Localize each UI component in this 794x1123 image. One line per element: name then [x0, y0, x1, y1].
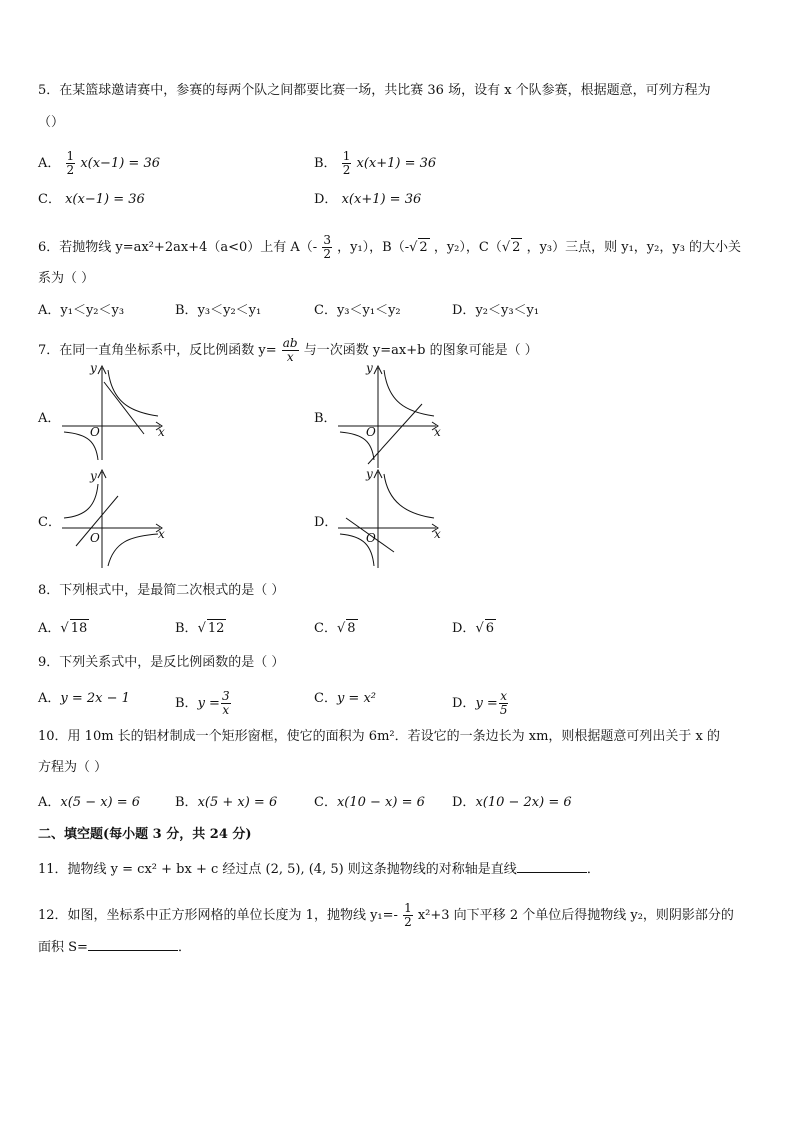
q6-stem-b: ，y₁），B（- [337, 240, 410, 255]
q9-option-a[interactable]: A．y = 2x − 1 [38, 691, 130, 706]
option-label: D． [314, 192, 338, 207]
q7-graph-b[interactable] [336, 362, 446, 472]
q11-stem: 11．抛物线 y = cx² + bx + c 经过点 (2, 5), (4, 5) 则这条抛物线的对称轴是直线 ． [38, 858, 600, 879]
q7-option-b-label[interactable]: B． [314, 411, 337, 426]
q8-stem: 8．下列根式中，是最简二次根式的是（ ） [38, 583, 285, 598]
q6-option-b[interactable]: B．y₃＜y₂＜y₁ [175, 303, 262, 318]
axis-y-label: y [90, 469, 97, 483]
q11-stem-text: 11．抛物线 y = cx² + bx + c 经过点 (2, 5), (4, 5) 则这条抛物线的对称轴是直线 [38, 862, 517, 877]
q6-stem-c: ，y₂），C（ [433, 240, 502, 255]
q6-stem-a: 6．若抛物线 y=ax²+2ax+4（a<0）上有 A（- [38, 240, 318, 255]
axis-y-label: y [366, 467, 373, 481]
answer-blank[interactable] [517, 858, 587, 873]
axis-x-label: x [434, 425, 441, 439]
q10-option-c[interactable]: C．x(10 − x) = 6 [314, 795, 425, 810]
q7-stem-a: 7．在同一直角坐标系中，反比例函数 y= [38, 343, 277, 358]
q7-option-d-label[interactable]: D． [314, 515, 338, 530]
q7-stem [38, 337, 538, 364]
hyperbola-branch [108, 534, 158, 566]
axis-x-label: x [434, 527, 441, 541]
q12-stem-b: x²+3 向下平移 2 个单位后得抛物线 y₂，则阴影部分的 [417, 908, 734, 923]
option-expr: x(x+1) = 36 [356, 156, 437, 171]
axis-x-label: x [158, 425, 165, 439]
option-expr: x(x−1) = 36 [65, 192, 145, 207]
fraction: $\frac{ab}{x}$ [282, 336, 298, 364]
q7-graph-a[interactable] [60, 362, 170, 462]
origin-label: O [90, 425, 100, 439]
q7-option-c-label[interactable]: C． [38, 515, 61, 530]
q10-option-d[interactable]: D．x(10 − 2x) = 6 [452, 795, 572, 810]
origin-label: O [366, 425, 376, 439]
q9-stem: 9．下列关系式中，是反比例函数的是（ ） [38, 655, 285, 670]
q10-option-b[interactable]: B．x(5 + x) = 6 [175, 795, 278, 810]
linear-function-line [368, 404, 422, 464]
hyperbola-branch [384, 370, 434, 416]
q7-graph-d[interactable] [336, 466, 446, 570]
q9-option-c[interactable]: C．y = x² [314, 691, 376, 706]
option-expr: x(x+1) = 36 [341, 192, 422, 207]
fraction: $\frac{1}{2}$ [404, 901, 412, 929]
q8-option-d[interactable]: D．√ 6 [452, 621, 495, 636]
q12-stem-a: 12．如图，坐标系中正方形网格的单位长度为 1，抛物线 y₁=- [38, 908, 398, 923]
q8-option-c[interactable]: C．√ 8 [314, 621, 356, 636]
q6-option-c[interactable]: C．y₃＜y₁＜y₂ [314, 303, 401, 318]
hyperbola-branch [384, 474, 434, 518]
q12-stem-cont: 面积 S= ． [38, 936, 191, 957]
q5-option-a[interactable] [38, 150, 160, 177]
q6-stem-d: ，y₃）三点，则 y₁，y₂，y₃ 的大小关 [526, 240, 742, 255]
axis-x-label: x [158, 527, 165, 541]
q6-option-a[interactable]: A．y₁＜y₂＜y₃ [38, 303, 125, 318]
q10-stem-cont: 方程为（ ） [38, 760, 108, 775]
hyperbola-branch [108, 370, 158, 416]
option-expr: x(x−1) = 36 [80, 156, 160, 171]
q5-stem: 5．在某篮球邀请赛中，参赛的每两个队之间都要比赛一场，共比赛 36 场，设有 x 个队参赛，根据题意，可列方程为 [38, 83, 711, 98]
sqrt: 2 [419, 240, 428, 255]
option-label: B． [314, 156, 337, 171]
q10-stem: 10．用 10m 长的铝材制成一个矩形窗框，使它的面积为 6m²．若设它的一条边长为 xm，则根据题意可列出关于 x 的 [38, 729, 721, 744]
fraction: $\frac{1}{2}$ [66, 149, 75, 177]
q7-option-a-label[interactable]: A． [38, 411, 61, 426]
section-heading: 二、填空题(每小题 3 分，共 24 分) [38, 827, 252, 842]
hyperbola-branch [64, 484, 98, 518]
q12-stem [38, 902, 734, 929]
axis-y-label: y [366, 361, 373, 375]
sqrt: 2 [512, 240, 521, 255]
q5-option-c[interactable] [38, 191, 145, 209]
fraction: $\frac{3}{2}$ [323, 233, 331, 261]
origin-label: O [366, 531, 376, 545]
option-label: C． [38, 192, 61, 207]
q9-option-b[interactable]: B．y = $\frac{3}{x}$ [175, 689, 230, 717]
origin-label: O [90, 531, 100, 545]
q6-option-d[interactable]: D．y₂＜y₃＜y₁ [452, 303, 540, 318]
axis-y-label: y [90, 361, 97, 375]
q5-stem-cont: （） [38, 115, 65, 130]
q6-stem-cont: 系为（ ） [38, 271, 95, 286]
q8-option-a[interactable]: A．√ 18 [38, 621, 88, 636]
q8-option-b[interactable]: B．√ 12 [175, 621, 225, 636]
q10-option-a[interactable]: A．x(5 − x) = 6 [38, 795, 141, 810]
q7-graph-c[interactable] [60, 466, 170, 570]
q12-stem-text: 面积 S= [38, 940, 88, 955]
answer-blank[interactable] [88, 936, 178, 951]
q7-stem-b: 与一次函数 y=ax+b 的图象可能是（ ） [303, 343, 538, 358]
q5-option-b[interactable] [314, 150, 436, 177]
q9-option-d[interactable]: D．y = $\frac{x}{5}$ [452, 689, 508, 717]
option-label: A． [38, 156, 61, 171]
q6-stem: 6．若抛物线 y=ax²+2ax+4（a<0）上有 A（- $\frac{3}{2}$ ，y₁），B（-√ 2 ，y₂），C（√ 2 ，y₃）三点，则 y₁，y₂，y₃ 的大小关 [38, 233, 742, 261]
fraction: $\frac{1}{2}$ [342, 149, 351, 177]
q5-option-d[interactable] [314, 191, 421, 209]
